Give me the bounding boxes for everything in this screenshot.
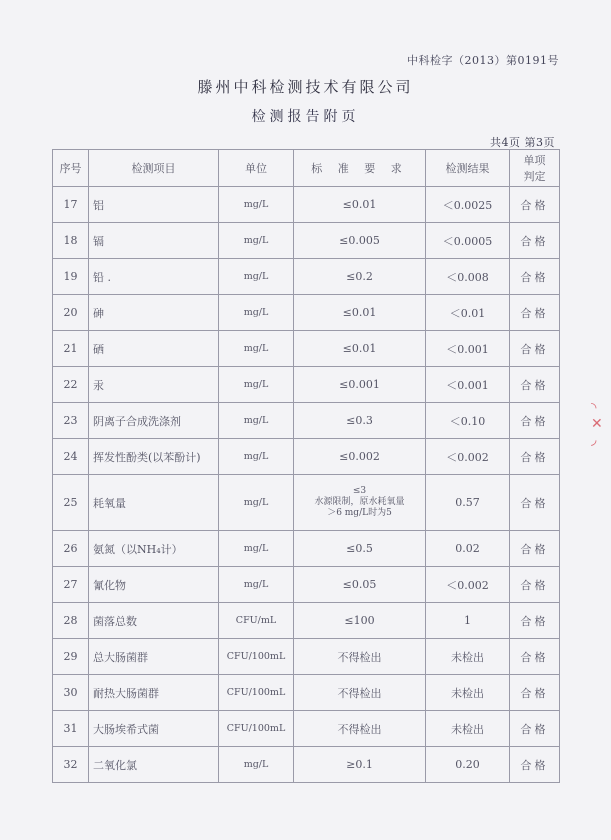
row-number: 30 xyxy=(53,675,89,711)
header-unit: 单位 xyxy=(219,150,294,187)
verdict: 合格 xyxy=(510,639,560,675)
verdict: 合格 xyxy=(510,223,560,259)
unit: mg/L xyxy=(219,531,294,567)
table-row xyxy=(53,331,560,367)
table-row xyxy=(53,187,560,223)
unit: mg/L xyxy=(219,367,294,403)
test-item: 氰化物 xyxy=(89,567,219,603)
unit: mg/L xyxy=(219,475,294,531)
standard-requirement: ≤0.005 xyxy=(294,223,426,259)
standard-requirement: ≤0.01 xyxy=(294,187,426,223)
header-verdict-line2: 判定 xyxy=(523,170,546,183)
row-number: 17 xyxy=(53,187,89,223)
verdict: 合格 xyxy=(510,187,560,223)
standard-requirement: ≥0.1 xyxy=(294,747,426,783)
standard-requirement xyxy=(294,475,426,531)
unit: mg/L xyxy=(219,187,294,223)
standard-requirement: 不得检出 xyxy=(294,639,426,675)
header-item: 检测项目 xyxy=(89,150,219,187)
unit: CFU/100mL xyxy=(219,675,294,711)
test-result: ＜0.10 xyxy=(426,403,510,439)
test-item: 挥发性酚类(以苯酚计) xyxy=(89,439,219,475)
test-item: 硒 xyxy=(89,331,219,367)
header-result: 检测结果 xyxy=(426,150,510,187)
table-row xyxy=(53,367,560,403)
test-result: ＜0.01 xyxy=(426,295,510,331)
standard-line: 水源限制，原水耗氧量 xyxy=(314,497,405,507)
test-item: 铝 xyxy=(89,187,219,223)
test-result: 未检出 xyxy=(426,711,510,747)
page-info: 共4页 第3页 xyxy=(490,136,555,149)
header-no: 序号 xyxy=(53,150,89,187)
stamp-fragment: ◝ xyxy=(591,400,597,416)
test-item: 铅 . xyxy=(89,259,219,295)
unit: mg/L xyxy=(219,295,294,331)
table-row xyxy=(53,603,560,639)
test-item: 大肠埃希式菌 xyxy=(89,711,219,747)
table-row xyxy=(53,403,560,439)
test-item: 耐热大肠菌群 xyxy=(89,675,219,711)
unit: CFU/mL xyxy=(219,603,294,639)
verdict: 合格 xyxy=(510,475,560,531)
row-number: 19 xyxy=(53,259,89,295)
test-result: 0.20 xyxy=(426,747,510,783)
row-number: 23 xyxy=(53,403,89,439)
unit: CFU/100mL xyxy=(219,639,294,675)
test-result: ＜0.0005 xyxy=(426,223,510,259)
table-row xyxy=(53,531,560,567)
standard-requirement: ≤0.01 xyxy=(294,295,426,331)
standard-line: ≤3 xyxy=(352,486,367,496)
row-number: 21 xyxy=(53,331,89,367)
test-result: 未检出 xyxy=(426,675,510,711)
standard-requirement: ≤100 xyxy=(294,603,426,639)
company-name: 滕州中科检测技术有限公司 xyxy=(197,78,414,96)
standard-line: ＞6 mg/L时为5 xyxy=(327,508,392,518)
verdict: 合格 xyxy=(510,603,560,639)
standard-requirement: 不得检出 xyxy=(294,711,426,747)
test-result: 未检出 xyxy=(426,639,510,675)
standard-requirement: ≤0.5 xyxy=(294,531,426,567)
verdict: 合格 xyxy=(510,439,560,475)
row-number: 24 xyxy=(53,439,89,475)
table-row xyxy=(53,259,560,295)
row-number: 18 xyxy=(53,223,89,259)
table-row xyxy=(53,675,560,711)
test-result: ＜0.0025 xyxy=(426,187,510,223)
test-result: ＜0.001 xyxy=(426,367,510,403)
standard-requirement: 不得检出 xyxy=(294,675,426,711)
document-number: 中科检字（2013）第0191号 xyxy=(407,54,559,67)
standard-requirement: ≤0.002 xyxy=(294,439,426,475)
stamp-fragment: ✕ xyxy=(591,416,603,432)
unit: mg/L xyxy=(219,223,294,259)
test-results-table xyxy=(52,149,560,783)
unit: CFU/100mL xyxy=(219,711,294,747)
stamp-fragment: ◞ xyxy=(591,432,597,448)
standard-requirement: ≤0.001 xyxy=(294,367,426,403)
standard-requirement: ≤0.3 xyxy=(294,403,426,439)
test-result: 1 xyxy=(426,603,510,639)
test-result: ＜0.008 xyxy=(426,259,510,295)
standard-requirement: ≤0.01 xyxy=(294,331,426,367)
test-item: 菌落总数 xyxy=(89,603,219,639)
test-result: ＜0.001 xyxy=(426,331,510,367)
verdict: 合格 xyxy=(510,403,560,439)
test-item: 总大肠菌群 xyxy=(89,639,219,675)
row-number: 27 xyxy=(53,567,89,603)
header-standard: 标 准 要 求 xyxy=(294,150,426,187)
verdict: 合格 xyxy=(510,711,560,747)
unit: mg/L xyxy=(219,439,294,475)
verdict: 合格 xyxy=(510,531,560,567)
unit: mg/L xyxy=(219,747,294,783)
test-item: 二氧化氯 xyxy=(89,747,219,783)
row-number: 29 xyxy=(53,639,89,675)
test-item: 氨氮（以NH₄计） xyxy=(89,531,219,567)
table-row xyxy=(53,639,560,675)
test-result: 0.02 xyxy=(426,531,510,567)
row-number: 28 xyxy=(53,603,89,639)
standard-requirement: ≤0.2 xyxy=(294,259,426,295)
verdict: 合格 xyxy=(510,567,560,603)
test-result: ＜0.002 xyxy=(426,567,510,603)
table-row xyxy=(53,439,560,475)
row-number: 25 xyxy=(53,475,89,531)
verdict: 合格 xyxy=(510,367,560,403)
test-item: 砷 xyxy=(89,295,219,331)
test-item: 汞 xyxy=(89,367,219,403)
page-title: 检测报告附页 xyxy=(251,109,360,125)
unit: mg/L xyxy=(219,331,294,367)
standard-requirement: ≤0.05 xyxy=(294,567,426,603)
verdict: 合格 xyxy=(510,675,560,711)
verdict: 合格 xyxy=(510,747,560,783)
unit: mg/L xyxy=(219,567,294,603)
row-number: 22 xyxy=(53,367,89,403)
row-number: 26 xyxy=(53,531,89,567)
header-verdict-line1: 单项 xyxy=(523,154,546,167)
verdict: 合格 xyxy=(510,331,560,367)
test-item: 阴离子合成洗涤剂 xyxy=(89,403,219,439)
test-item: 耗氧量 xyxy=(89,475,219,531)
unit: mg/L xyxy=(219,403,294,439)
table-row xyxy=(53,223,560,259)
table-header-row xyxy=(53,150,560,187)
table-row xyxy=(53,295,560,331)
test-result: 0.57 xyxy=(426,475,510,531)
header-verdict xyxy=(510,150,560,187)
row-number: 20 xyxy=(53,295,89,331)
red-stamp xyxy=(591,400,611,560)
unit: mg/L xyxy=(219,259,294,295)
verdict: 合格 xyxy=(510,295,560,331)
table-row xyxy=(53,711,560,747)
table-row xyxy=(53,747,560,783)
test-item: 镉 xyxy=(89,223,219,259)
row-number: 32 xyxy=(53,747,89,783)
table-row xyxy=(53,475,560,531)
verdict: 合格 xyxy=(510,259,560,295)
test-result: ＜0.002 xyxy=(426,439,510,475)
row-number: 31 xyxy=(53,711,89,747)
table-row xyxy=(53,567,560,603)
